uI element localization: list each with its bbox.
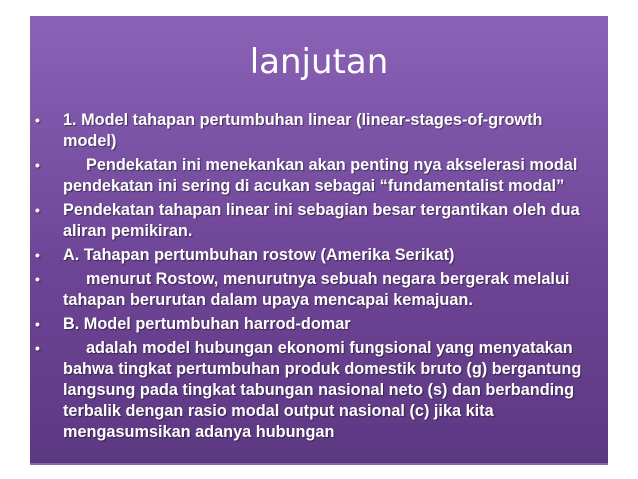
list-item xyxy=(30,155,608,197)
slide-bottom-edge xyxy=(30,463,608,465)
bullet-icon: • xyxy=(35,112,40,128)
bullet-icon: • xyxy=(35,271,40,287)
list-item-text: A. Tahapan pertumbuhan rostow (Amerika Serikat) xyxy=(63,246,455,264)
list-item xyxy=(30,200,608,242)
bullet-icon: • xyxy=(35,340,40,356)
list-item xyxy=(30,338,608,443)
list-item-text: Pendekatan tahapan linear ini sebagian besar tergantikan oleh dua aliran pemikiran. xyxy=(63,201,580,240)
bullet-icon: • xyxy=(35,316,40,332)
list-item xyxy=(30,245,608,266)
bullet-icon: • xyxy=(35,202,40,218)
list-item-text: 1. Model tahapan pertumbuhan linear (linear-stages-of-growth model) xyxy=(63,111,543,150)
list-item-text: Pendekatan ini menekankan akan penting nya akselerasi modal pendekatan ini sering di acukan sebagai “fundamentalist modal” xyxy=(63,156,578,195)
list-item-text: adalah model hubungan ekonomi fungsional yang menyatakan bahwa tingkat pertumbuhan produk domestik bruto (g) bergantung langsung pada tingkat tabungan nasional neto (s) dan berbanding terbalik dengan rasio modal output nasional (c) jika kita mengasumsikan adanya hubungan xyxy=(63,339,582,441)
bullet-icon: • xyxy=(35,157,40,173)
list-item xyxy=(30,110,608,152)
list-item xyxy=(30,314,608,335)
list-item-text: menurut Rostow, menurutnya sebuah negara bergerak melalui tahapan berurutan dalam upaya mencapai kemajuan. xyxy=(63,270,570,309)
slide-title: lanjutan xyxy=(249,42,389,82)
list-item xyxy=(30,269,608,311)
slide xyxy=(30,16,608,465)
bullet-icon: • xyxy=(35,247,40,263)
list-item-text: B. Model pertumbuhan harrod-domar xyxy=(63,315,351,333)
bullet-list xyxy=(30,110,608,446)
